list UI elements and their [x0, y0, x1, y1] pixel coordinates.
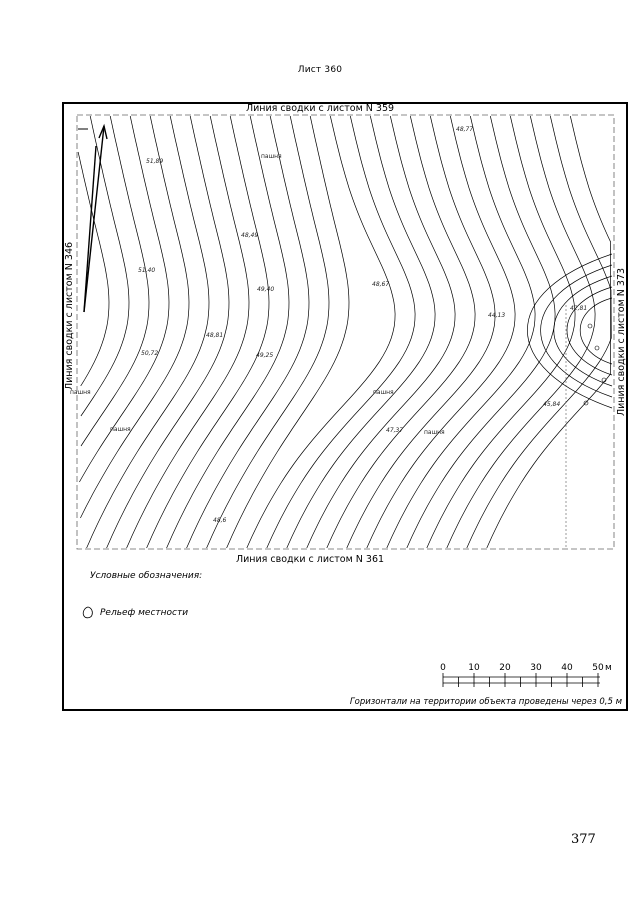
scale-caption: Горизонтали на территории объекта проведены через 0,5 м — [349, 697, 622, 707]
land-use-label: пашня — [373, 389, 394, 396]
scale-unit: м — [605, 663, 612, 673]
land-use-label: пашня — [110, 426, 131, 433]
land-use-label: пашня — [261, 153, 282, 160]
survey-point — [595, 346, 599, 350]
scale-tick-label: 20 — [499, 663, 511, 673]
sheet-title: Лист 360 — [297, 65, 343, 75]
left-edge-label: Линия сводки с листом N 346 — [64, 241, 75, 391]
elevation-label: 48,81 — [206, 332, 224, 339]
north-arrow-icon — [78, 126, 107, 312]
contour-lines — [78, 116, 611, 548]
scale-tick-label: 10 — [468, 663, 480, 673]
page-number: 377 — [571, 832, 596, 847]
legend-item-label: Рельеф местности — [100, 608, 189, 618]
elevation-label: 48,49 — [241, 232, 259, 239]
land-use-label: пашня — [70, 389, 91, 396]
terrain-features — [527, 254, 612, 548]
legend-title: Условные обозначения: — [90, 571, 203, 581]
survey-point — [584, 401, 588, 405]
scale-tick-label: 40 — [561, 663, 573, 673]
scale-tick-label: 0 — [440, 663, 446, 673]
elevation-label: 51,40 — [138, 267, 156, 274]
land-use-label: пашня — [424, 429, 445, 436]
elevation-label: 49,25 — [256, 352, 274, 359]
elevation-label: 45,84 — [543, 401, 561, 408]
contour-line — [81, 116, 149, 446]
top-edge-label: Линия сводки с листом N 359 — [245, 103, 395, 114]
bottom-edge-label: Линия сводки с листом N 361 — [235, 554, 385, 565]
elevation-label: 50,72 — [141, 350, 159, 357]
survey-point — [588, 324, 592, 328]
contour-line — [487, 116, 611, 548]
contour-line — [80, 116, 189, 518]
contour-line — [527, 254, 612, 408]
elevation-label: 48,6 — [213, 517, 227, 524]
elevation-label: 44,13 — [488, 312, 506, 319]
scale-labels — [440, 663, 604, 673]
elevation-label: 42,81 — [570, 305, 588, 312]
elevation-label: 48,77 — [456, 126, 474, 133]
right-edge-label: Линия сводки с листом N 373 — [616, 267, 627, 417]
relief-icon — [82, 606, 94, 620]
contour-line — [541, 265, 612, 397]
elevation-label: 49,40 — [257, 286, 275, 293]
contour-line — [467, 116, 612, 548]
legend-item-relief — [82, 606, 188, 620]
elevation-label: 48,67 — [372, 281, 390, 288]
contour-line — [554, 276, 612, 386]
scale-bar — [443, 673, 600, 687]
scale-tick-label: 50 — [592, 663, 604, 673]
scale-tick-label: 30 — [530, 663, 542, 673]
elevation-label: 47,37 — [386, 427, 404, 434]
elevation-label: 51,89 — [146, 158, 164, 165]
